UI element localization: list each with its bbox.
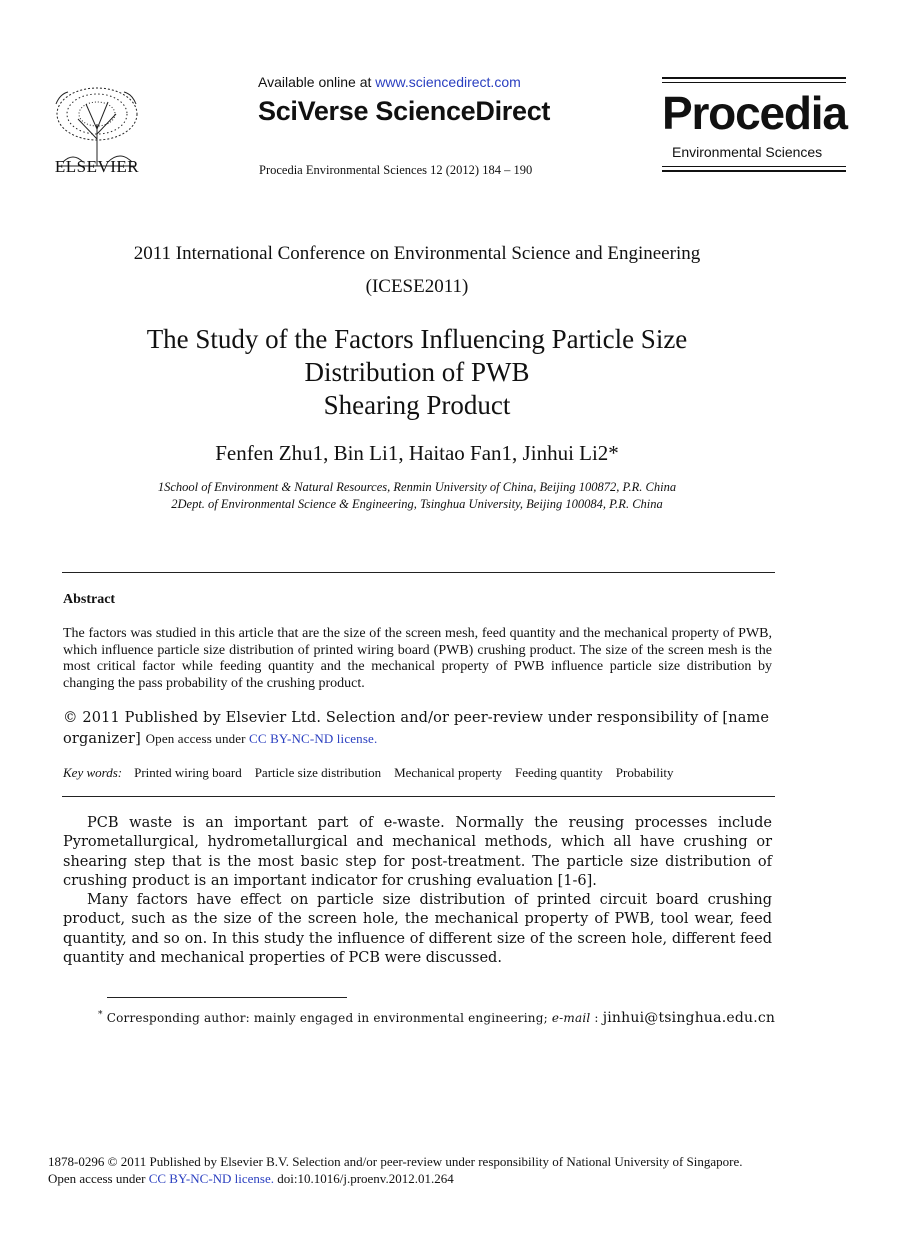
divider bbox=[662, 77, 846, 79]
abstract-heading: Abstract bbox=[63, 592, 116, 607]
affiliation: 1School of Environment & Natural Resources, Renmin University of China, Beijing 100872, P.R. China bbox=[157, 480, 677, 494]
copyright-notice bbox=[63, 709, 775, 749]
footnote-divider bbox=[107, 997, 347, 998]
author-list: Fenfen Zhu1, Bin Li1, Haitao Fan1, Jinhui Li2* bbox=[215, 441, 619, 465]
open-access-prefix: Open access under bbox=[145, 730, 250, 746]
divider bbox=[662, 82, 846, 83]
available-prefix: Available online at bbox=[258, 74, 376, 90]
conference-acronym: (ICESE2011) bbox=[365, 276, 469, 297]
journal-brand: Procedia bbox=[662, 87, 847, 139]
keyword-item: Mechanical property bbox=[394, 765, 503, 780]
available-online bbox=[258, 74, 521, 90]
title-line: Distribution of PWB bbox=[304, 357, 530, 387]
license-link[interactable]: CC BY-NC-ND license. bbox=[148, 1171, 275, 1186]
keyword-item: Probability bbox=[615, 765, 674, 780]
keyword-item: Printed wiring board bbox=[134, 765, 242, 780]
paragraph: Many factors have effect on particle size distribution of printed circuit board crushing product, such as the size of the screen hole, the mechanical property of PWB, tool wear, feed quantity, and so on. In this study the influence of different size of the screen hole, different feed quantity and mechanical properties of PCB were discussed. bbox=[63, 892, 772, 967]
keywords bbox=[63, 765, 687, 781]
affiliation: 2Dept. of Environmental Science & Engineering, Tsinghua University, Beijing 100084, P.R. China bbox=[171, 497, 663, 511]
author-email: jinhui@tsinghua.edu.cn bbox=[602, 1010, 776, 1026]
divider bbox=[662, 166, 846, 167]
email-label: e-mail bbox=[551, 1011, 591, 1025]
journal-brand-sub: Environmental Sciences bbox=[672, 144, 823, 160]
body-text bbox=[63, 814, 772, 968]
paragraph: PCB waste is an important part of e-waste. Normally the reusing processes include Pyrometallurgical, hydrometallurgical and mechanical methods, which all have crushing or shearing step that is the most basic step for post-treatment. The particle size distribution of crushing product is an important indicator for crushing evaluation [1-6]. bbox=[63, 815, 772, 889]
keyword-item: Particle size distribution bbox=[254, 765, 382, 780]
abstract-text: The factors was studied in this article that are the size of the screen mesh, feed quantity and the mechanical property of PWB, which influence particle size distribution of printed wiring board (PWB) crushing product. The size of the screen mesh is the most critical factor while feeding quantity and the mechanical property of PWB influence particle size distribution by changing the pass probability of the crushing product. bbox=[63, 626, 772, 691]
section-divider bbox=[62, 796, 775, 797]
email-separator: : bbox=[590, 1011, 603, 1025]
conference-name: 2011 International Conference on Environmental Science and Engineering bbox=[133, 243, 701, 264]
publisher-name: ELSEVIER bbox=[54, 157, 140, 176]
journal-citation: Procedia Environmental Sciences 12 (2012) 184 – 190 bbox=[259, 163, 533, 177]
copyright-text: © 2011 Published by Elsevier Ltd. Selection and/or peer-review under responsibility of [name organizer] bbox=[63, 710, 770, 747]
divider bbox=[662, 170, 846, 172]
paper-title bbox=[60, 323, 774, 422]
platform-logo: SciVerse ScienceDirect bbox=[258, 96, 551, 126]
keyword-item: Feeding quantity bbox=[515, 765, 603, 780]
sciencedirect-link[interactable]: www.sciencedirect.com bbox=[375, 74, 521, 90]
section-divider bbox=[62, 572, 775, 573]
footnote-marker: * bbox=[98, 1010, 103, 1020]
keywords-label: Key words: bbox=[63, 765, 123, 780]
open-access-prefix: Open access under bbox=[48, 1171, 149, 1186]
license-link[interactable]: CC BY-NC-ND license. bbox=[249, 730, 378, 746]
title-line: Shearing Product bbox=[323, 390, 511, 420]
open-access-line bbox=[48, 1171, 454, 1187]
doi: doi:10.1016/j.proenv.2012.01.264 bbox=[274, 1171, 454, 1186]
title-line: The Study of the Factors Influencing Particle Size bbox=[146, 324, 688, 354]
issn-copyright-line: 1878-0296 © 2011 Published by Elsevier B.V. Selection and/or peer-review under responsibility of National University of Singapore. bbox=[48, 1154, 743, 1169]
footnote-text: Corresponding author: mainly engaged in environmental engineering; bbox=[102, 1011, 552, 1025]
corresponding-author-footnote bbox=[98, 1010, 775, 1026]
